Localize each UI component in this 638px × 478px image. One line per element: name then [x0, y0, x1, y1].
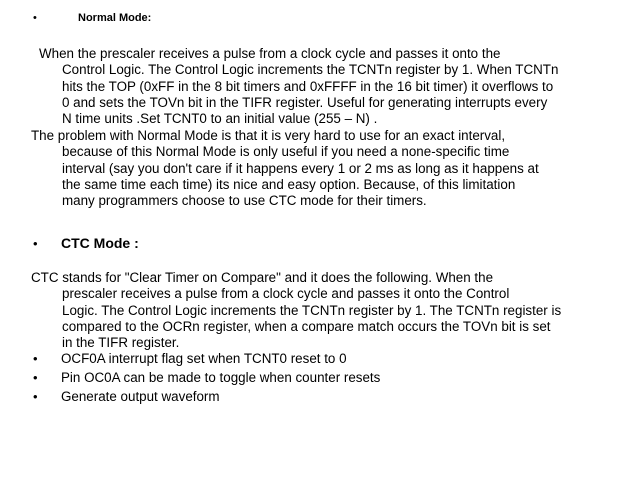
list-item-oc0a-toggle: Pin OC0A can be made to toggle when counter resets — [61, 370, 381, 385]
paragraph-line: When the prescaler receives a pulse from a clock cycle and passes it onto the — [39, 46, 501, 61]
paragraph-line: prescaler receives a pulse from a clock cycle and passes it onto the Control — [62, 286, 510, 302]
paragraph-line: N time units .Set TCNT0 to an initial value (255 – N) . — [62, 111, 378, 127]
normal-mode-heading: Normal Mode: — [78, 12, 152, 24]
paragraph-line: CTC stands for "Clear Timer on Compare" and it does the following. When the — [31, 270, 494, 285]
paragraph-line: compared to the OCRn register, when a compare match occurs the TOVn bit is set — [62, 318, 551, 334]
list-bullet: • — [33, 351, 38, 366]
list-item-ocf0a-flag: OCF0A interrupt flag set when TCNT0 reset to 0 — [61, 351, 347, 366]
ctc-mode-bullet: • — [33, 236, 38, 251]
paragraph-line: Control Logic. The Control Logic increments the TCNTn register by 1. When TCNTn — [62, 62, 559, 78]
list-item-output-waveform: Generate output waveform — [61, 389, 220, 404]
paragraph-normal-mode-description — [0, 46, 558, 127]
paragraph-line: hits the TOP (0xFF in the 8 bit timers and 0xFFFF in the 16 bit timer) it overflows to — [62, 78, 554, 94]
list-bullet: • — [33, 370, 38, 385]
paragraph-ctc-description — [0, 270, 561, 351]
paragraph-line: Logic. The Control Logic increments the TCNTn register by 1. The TCNTn register is — [62, 302, 562, 318]
paragraph-line: The problem with Normal Mode is that it is very hard to use for an exact interval, — [31, 128, 506, 143]
paragraph-line: because of this Normal Mode is only useful if you need a none-specific time — [62, 144, 510, 160]
list-bullet: • — [33, 389, 38, 404]
paragraph-normal-mode-problem — [0, 128, 539, 209]
paragraph-line: interval (say you don't care if it happens every 1 or 2 ms as long as it happens at — [62, 160, 539, 176]
ctc-mode-heading: CTC Mode : — [61, 235, 139, 251]
paragraph-line: in the TIFR register. — [62, 335, 180, 351]
paragraph-line: 0 and sets the TOVn bit in the TIFR register. Useful for generating interrupts every — [62, 94, 548, 110]
paragraph-line: many programmers choose to use CTC mode for their timers. — [62, 193, 427, 209]
normal-mode-bullet: • — [33, 12, 37, 24]
paragraph-line: the same time each time) its nice and easy option. Because, of this limitation — [62, 176, 516, 192]
